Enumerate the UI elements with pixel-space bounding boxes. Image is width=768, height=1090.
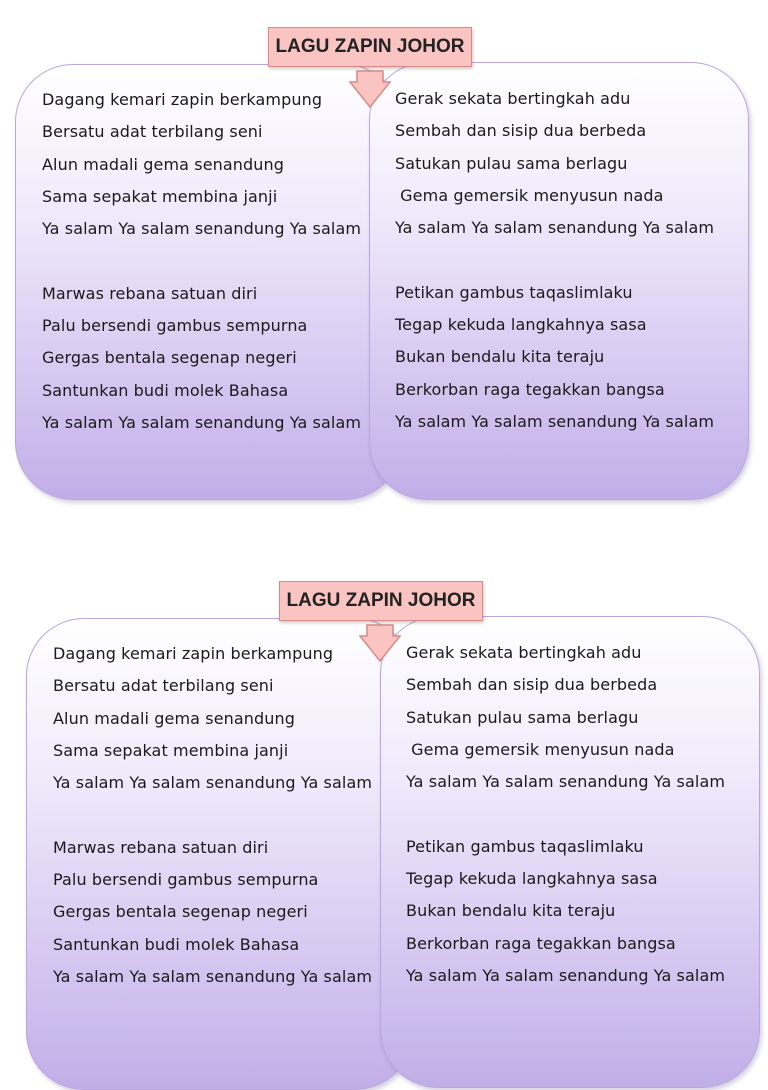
right-column [395, 83, 714, 438]
lyric-line: Alun madali gema senandung [42, 154, 285, 174]
lyric-line: Berkorban raga tegakkan bangsa [406, 933, 676, 953]
lyric-line: Sembah dan sisip dua berbeda [395, 121, 647, 141]
lyric-line: Tegap kekuda langkahnya sasa [406, 869, 658, 889]
lyric-line: Sama sepakat membina janji [53, 740, 289, 760]
lyric-line: Gema gemersik menyusun nada [395, 185, 664, 205]
lyric-line: Gerak sekata bertingkah adu [395, 89, 631, 108]
lyric-line: Petikan gambus taqaslimlaku [406, 836, 644, 856]
lyric-line: Bersatu adat terbilang seni [42, 122, 263, 142]
lyric-line: Ya salam Ya salam senandung Ya salam [395, 411, 715, 431]
lyric-line: Marwas rebana satuan diri [42, 283, 258, 303]
lyric-line: Palu bersendi gambus sempurna [42, 316, 308, 336]
lyric-line: Ya salam Ya salam senandung Ya salam [42, 219, 362, 239]
lyric-line: Dagang kemari zapin berkampung [42, 90, 323, 109]
lyric-line: Gergas bentala segenap negeri [42, 348, 297, 368]
down-arrow-icon [359, 624, 401, 662]
lyric-line: Sembah dan sisip dua berbeda [406, 675, 658, 695]
lyric-line: Satukan pulau sama berlagu [406, 707, 639, 727]
lyric-line: Ya salam Ya salam senandung Ya salam [395, 218, 715, 238]
lyric-line: Santunkan budi molek Bahasa [42, 380, 289, 400]
song-title: LAGU ZAPIN JOHOR [279, 581, 483, 621]
left-column [53, 638, 372, 993]
lyric-line: Bukan bendalu kita teraju [406, 901, 616, 921]
lyric-line: Gergas bentala segenap negeri [53, 902, 308, 922]
lyric-line: Berkorban raga tegakkan bangsa [395, 379, 665, 399]
lyric-line: Ya salam Ya salam senandung Ya salam [42, 412, 362, 432]
song-title: LAGU ZAPIN JOHOR [268, 27, 472, 67]
lyric-line: Bukan bendalu kita teraju [395, 347, 605, 367]
lyric-line: Ya salam Ya salam senandung Ya salam [406, 772, 726, 792]
lyric-line: Bersatu adat terbilang seni [53, 676, 274, 696]
lyric-line: Santunkan budi molek Bahasa [53, 934, 300, 954]
lyric-line: Palu bersendi gambus sempurna [53, 870, 319, 890]
lyric-line: Petikan gambus taqaslimlaku [395, 282, 633, 302]
left-column [42, 84, 361, 439]
lyric-line: Ya salam Ya salam senandung Ya salam [53, 773, 373, 793]
lyric-line: Gerak sekata bertingkah adu [406, 643, 642, 662]
lyric-line: Satukan pulau sama berlagu [395, 153, 628, 173]
lyric-line: Ya salam Ya salam senandung Ya salam [406, 965, 726, 985]
lyrics-section-2 [0, 554, 768, 1024]
lyric-line: Dagang kemari zapin berkampung [53, 644, 334, 663]
lyric-line: Tegap kekuda langkahnya sasa [395, 315, 647, 335]
lyrics-section-1 [0, 0, 768, 520]
right-column [406, 637, 725, 992]
lyric-line: Marwas rebana satuan diri [53, 837, 269, 857]
lyric-line: Sama sepakat membina janji [42, 186, 278, 206]
lyric-line: Ya salam Ya salam senandung Ya salam [53, 966, 373, 986]
down-arrow-icon [349, 70, 391, 108]
lyric-line: Gema gemersik menyusun nada [406, 739, 675, 759]
lyric-line: Alun madali gema senandung [53, 708, 296, 728]
